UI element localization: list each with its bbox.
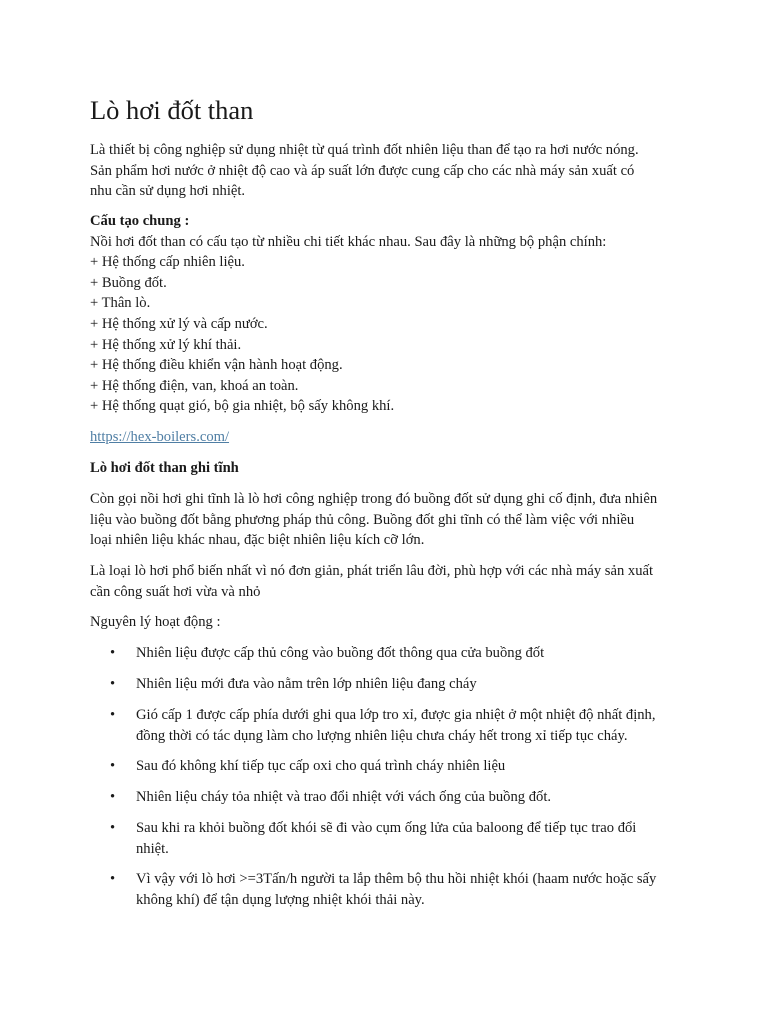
usage-paragraph [90,561,682,602]
bullet-icon: • [110,645,116,661]
list-item-text: Gió cấp 1 được cấp phía dưới ghi qua lớp tro xỉ, được gia nhiệt ở một nhiệt độ nhất định, [136,707,656,723]
list-item-text: Nhiên liệu cháy tỏa nhiệt và trao đổi nhiệt với vách ống của buồng đốt. [136,789,552,805]
intro-line: nhu cần sử dụng hơi nhiệt. [90,183,246,200]
list-item-text: nhiệt. [136,840,169,857]
structure-item: + Hệ thống xử lý và cấp nước. [90,315,268,332]
list-item-text: đồng thời có tác dụng làm cho lượng nhiên liệu chưa cháy hết trong xỉ tiếp tục cháy. [136,727,628,744]
principle-label: Nguyên lý hoạt động : [90,614,221,630]
bullet-icon: • [110,758,116,774]
usage-line: cần công suất hơi vừa và nhỏ [90,583,261,600]
list-item-text: Sau đó không khí tiếp tục cấp oxi cho quá trình cháy nhiên liệu [136,758,506,774]
description-paragraph [90,489,682,551]
description-line: liệu vào buồng đốt bằng phương pháp thủ công. Buồng đốt ghi tĩnh có thể làm việc với nhiều [90,511,635,528]
structure-item: + Hệ thống điều khiển vận hành hoạt động. [90,357,343,374]
bullet-icon: • [110,707,116,723]
structure-item: + Hệ thống điện, van, khoá an toàn. [90,377,299,394]
intro-line: Là thiết bị công nghiệp sử dụng nhiệt từ quá trình đốt nhiên liệu than để tạo ra hơi nước nóng. [90,142,639,158]
structure-lead: Nồi hơi đốt than có cấu tạo từ nhiều chi tiết khác nhau. Sau đây là những bộ phận chính: [90,233,607,250]
structure-heading: Cấu tạo chung : [90,213,190,229]
bullet-icon: • [110,820,116,836]
list-item-text: Nhiên liệu mới đưa vào nằm trên lớp nhiên liệu đang cháy [136,676,477,692]
structure-item: + Hệ thống quạt gió, bộ gia nhiệt, bộ sấy không khí. [90,398,395,415]
description-line: Còn gọi nồi hơi ghi tĩnh là lò hơi công nghiệp trong đó buồng đốt sử dụng ghi cố định, đưa nhiên [90,491,658,507]
description-line: loại nhiên liệu khác nhau, đặc biệt nhiên liệu kích cỡ lớn. [90,532,425,549]
section-heading: Lò hơi đốt than ghi tĩnh [90,460,239,476]
page-title: Lò hơi đốt than [90,95,254,125]
structure-section [90,211,682,417]
bullet-icon: • [110,871,116,887]
bullet-icon: • [110,789,116,805]
bullet-icon: • [110,676,116,692]
list-item-text: Nhiên liệu được cấp thủ công vào buồng đốt thông qua cửa buồng đốt [136,645,545,661]
structure-item: + Hệ thống cấp nhiên liệu. [90,254,245,271]
list-item-text: không khí) để tận dụng lượng nhiệt khói thải này. [136,891,425,908]
structure-item: + Buồng đốt. [90,274,167,291]
link-paragraph [90,427,682,448]
intro-line: Sản phẩm hơi nước ở nhiệt độ cao và áp suất lớn được cung cấp cho các nhà máy sản xuất có [90,162,635,179]
list-item-text: Vì vậy với lò hơi >=3Tấn/h người ta lắp thêm bộ thu hồi nhiệt khói (haam nước hoặc sấy [136,871,657,887]
list-item-text: Sau khi ra khỏi buồng đốt khói sẽ đi vào cụm ống lửa của baloong để tiếp tục trao đổi [136,820,637,836]
intro-paragraph [90,140,682,202]
structure-item: + Thân lò. [90,295,151,312]
website-link[interactable]: https://hex-boilers.com/ [90,429,230,445]
usage-line: Là loại lò hơi phổ biến nhất vì nó đơn giản, phát triển lâu đời, phù hợp với các nhà máy sản xuất [90,563,654,579]
structure-item: + Hệ thống xử lý khí thải. [90,336,242,353]
